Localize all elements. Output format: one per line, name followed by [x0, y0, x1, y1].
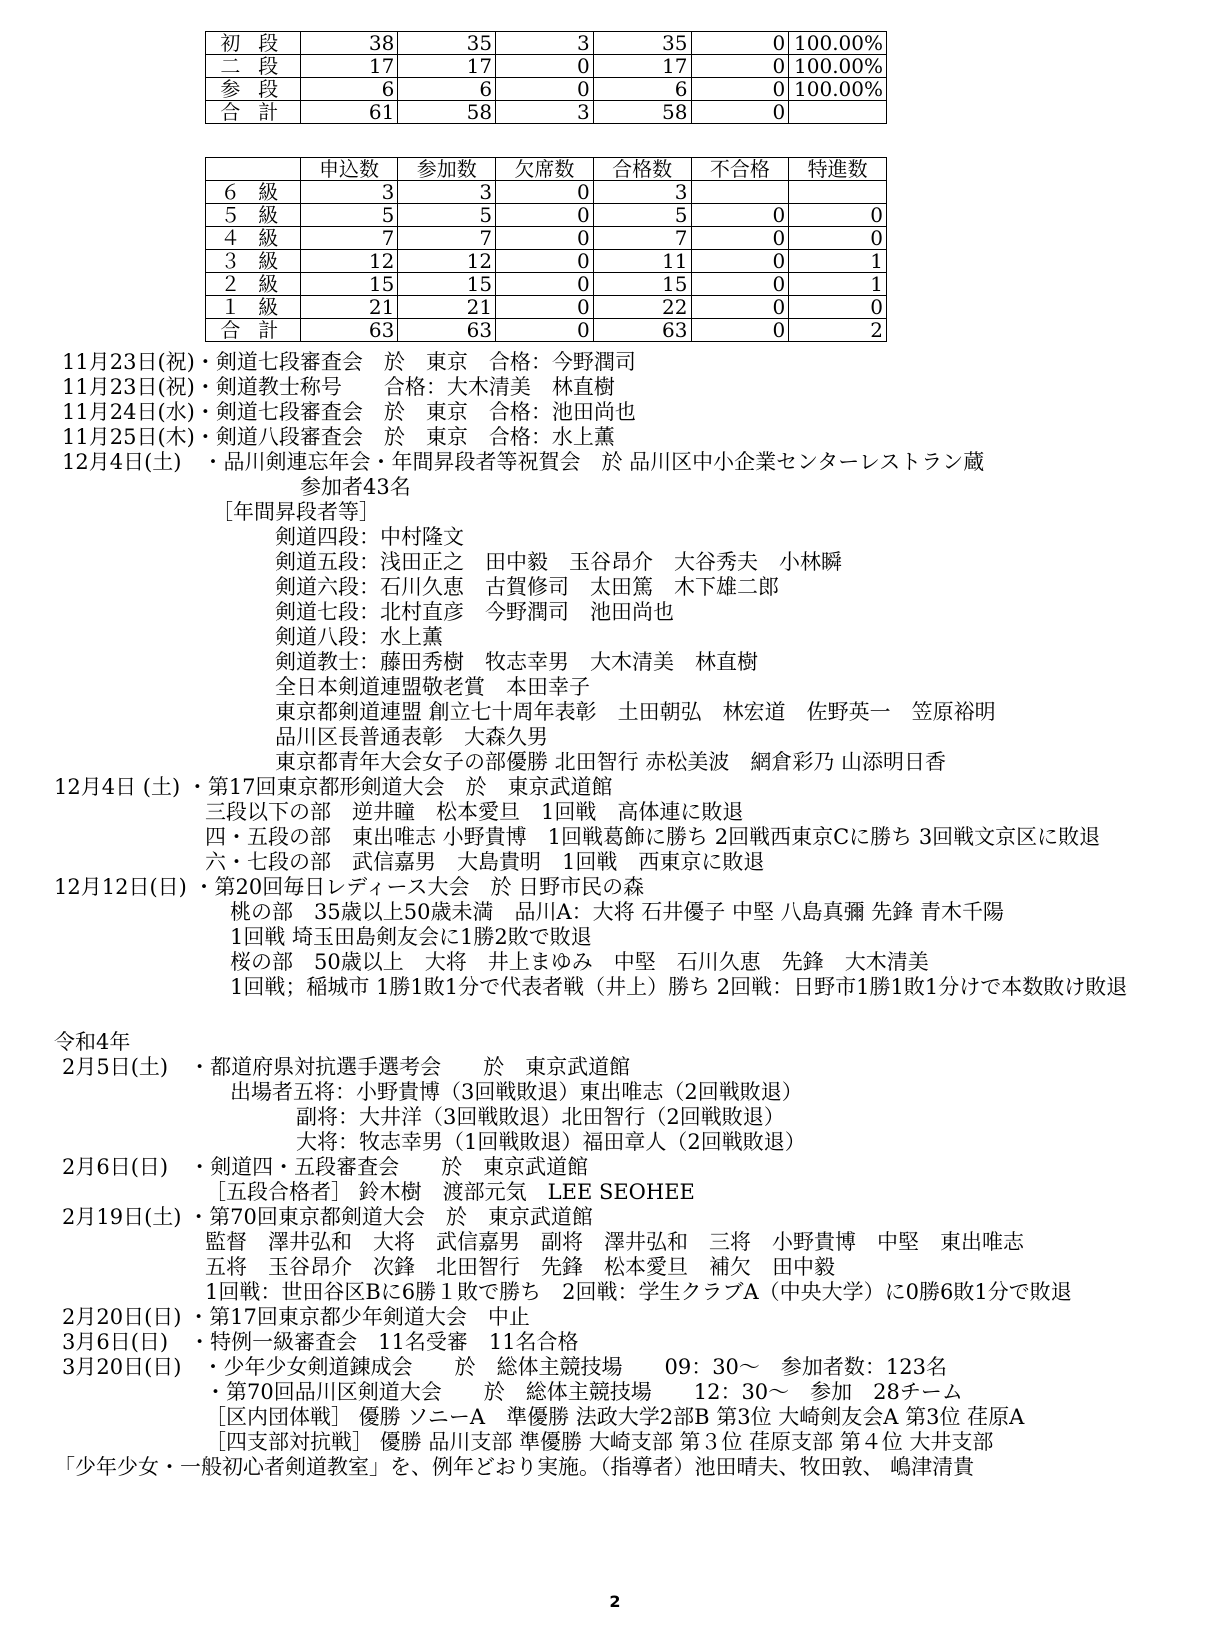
- table-cell: 15: [300, 273, 398, 296]
- table-cell: 35: [398, 32, 496, 55]
- table-cell: 7: [593, 227, 691, 250]
- row-label: 二段: [206, 55, 301, 78]
- table-cell: 0: [496, 319, 594, 342]
- table-row: [206, 250, 887, 273]
- table-cell: 0: [691, 296, 789, 319]
- row-label: ６級: [206, 181, 301, 204]
- table-cell: 7: [300, 227, 398, 250]
- table-cell: 0: [496, 250, 594, 273]
- event-line: 1回戦 埼玉田島剣友会に1勝2敗で敗退: [230, 925, 592, 949]
- row-label: １級: [206, 296, 301, 319]
- row-label: 合計: [206, 319, 301, 342]
- table-cell: 3: [496, 101, 594, 124]
- event-line: 東京都青年大会女子の部優勝 北田智行 赤松美波 網倉彩乃 山添明日香: [275, 750, 947, 774]
- table-cell: 21: [300, 296, 398, 319]
- table-cell: 0: [496, 78, 594, 101]
- table-cell: 0: [496, 204, 594, 227]
- event-line: 六・七段の部 武信嘉男 大島貴明 1回戦 西東京に敗退: [205, 850, 765, 874]
- column-header: 申込数: [300, 158, 398, 181]
- table-cell: 0: [691, 319, 789, 342]
- event-line: ［四支部対抗戦］ 優勝 品川支部 準優勝 大崎支部 第３位 荏原支部 第４位 大井支部: [205, 1430, 994, 1454]
- event-line: 桃の部 35歳以上50歳未満 品川A：大将 石井優子 中堅 八島真彌 先鋒 青木千陽: [230, 900, 1004, 924]
- event-line: 11月24日(水)・剣道七段審査会 於 東京 合格：池田尚也: [62, 400, 636, 424]
- table-cell: 0: [496, 55, 594, 78]
- event-line: ［区内団体戦］ 優勝 ソニーA 準優勝 法政大学2部B 第3位 大崎剣友会A 第3位 荏原A: [205, 1405, 1025, 1429]
- table-row: [206, 319, 887, 342]
- event-line: 東京都剣道連盟 創立七十周年表彰 土田朝弘 林宏道 佐野英一 笠原裕明: [275, 700, 996, 724]
- table-cell: 58: [593, 101, 691, 124]
- row-label: 合計: [206, 101, 301, 124]
- event-line: 品川区長普通表彰 大森久男: [275, 725, 548, 749]
- page-number: 2: [609, 1592, 621, 1611]
- event-line: 3月20日(日) ・少年少女剣道錬成会 於 総体主競技場 09：30～ 参加者数：123名: [62, 1355, 947, 1379]
- row-label: ３級: [206, 250, 301, 273]
- table-cell: 15: [593, 273, 691, 296]
- event-line: 剣道六段：石川久恵 古賀修司 太田篤 木下雄二郎: [275, 575, 779, 599]
- table-cell: 6: [593, 78, 691, 101]
- event-line: 12月12日(日) ・第20回毎日レディース大会 於 日野市民の森: [54, 875, 645, 899]
- table-cell: 6: [300, 78, 398, 101]
- column-header: 合格数: [593, 158, 691, 181]
- table-cell: 0: [496, 273, 594, 296]
- table-cell: 5: [398, 204, 496, 227]
- kyu-results-table: [205, 157, 887, 342]
- table-row: [206, 78, 887, 101]
- table-cell: 5: [300, 204, 398, 227]
- table-cell: 100.00%: [789, 55, 887, 78]
- event-line: 三段以下の部 逆井瞳 松本愛旦 1回戦 高体連に敗退: [205, 800, 744, 824]
- table-cell: 17: [593, 55, 691, 78]
- table-cell: 12: [398, 250, 496, 273]
- row-label: 初段: [206, 32, 301, 55]
- event-line: 出場者五将：小野貴博（3回戦敗退）東出唯志（2回戦敗退）: [230, 1080, 803, 1104]
- table-cell: 0: [691, 101, 789, 124]
- table-cell: 58: [398, 101, 496, 124]
- table-cell: 15: [398, 273, 496, 296]
- table-cell: 0: [691, 32, 789, 55]
- table-cell: 0: [496, 181, 594, 204]
- event-line: 「少年少女・一般初心者剣道教室」を、例年どおり実施。（指導者）池田晴夫、牧田敦、 嶋津清貴: [54, 1455, 975, 1479]
- event-line: 3月6日(日) ・特例一級審査会 11名受審 11名合格: [62, 1330, 579, 1354]
- table-row: [206, 32, 887, 55]
- table-cell: 12: [300, 250, 398, 273]
- event-line: 剣道八段：水上薫: [275, 625, 443, 649]
- table-cell: 0: [789, 227, 887, 250]
- table-cell: [691, 181, 789, 204]
- table-cell: 0: [496, 227, 594, 250]
- table-row: [206, 204, 887, 227]
- event-line: 1回戦；稲城市 1勝1敗1分で代表者戦（井上）勝ち 2回戦：日野市1勝1敗1分けで本数敗け敗退: [230, 975, 1128, 999]
- table-cell: 0: [496, 296, 594, 319]
- table-cell: 11: [593, 250, 691, 273]
- column-header: [206, 158, 301, 181]
- event-line: 剣道教士：藤田秀樹 牧志幸男 大木清美 林直樹: [275, 650, 758, 674]
- table-cell: 61: [300, 101, 398, 124]
- event-line: 参加者43名: [300, 475, 411, 499]
- table-cell: 3: [300, 181, 398, 204]
- event-line: 2月19日(土) ・第70回東京都剣道大会 於 東京武道館: [62, 1205, 593, 1229]
- table-cell: 0: [789, 204, 887, 227]
- table-cell: 63: [300, 319, 398, 342]
- year-heading: 令和4年: [54, 1030, 131, 1054]
- table-cell: 22: [593, 296, 691, 319]
- table-cell: 100.00%: [789, 78, 887, 101]
- event-line: 桜の部 50歳以上 大将 井上まゆみ 中堅 石川久恵 先鋒 大木清美: [230, 950, 929, 974]
- table-cell: 3: [496, 32, 594, 55]
- row-label: ５級: [206, 204, 301, 227]
- column-header: 欠席数: [496, 158, 594, 181]
- event-line: 副将：大井洋（3回戦敗退）北田智行（2回戦敗退）: [296, 1105, 785, 1129]
- event-line: ［年間昇段者等］: [212, 500, 380, 524]
- event-line: 剣道四段：中村隆文: [275, 525, 464, 549]
- dan-results-table: [205, 31, 887, 124]
- event-line: 11月23日(祝)・剣道教士称号 合格：大木清美 林直樹: [62, 375, 615, 399]
- table-cell: 0: [691, 227, 789, 250]
- table-cell: 63: [398, 319, 496, 342]
- table-cell: 17: [300, 55, 398, 78]
- row-label: ２級: [206, 273, 301, 296]
- table-cell: 21: [398, 296, 496, 319]
- table-cell: 38: [300, 32, 398, 55]
- event-line: 五将 玉谷昂介 次鋒 北田智行 先鋒 松本愛旦 補欠 田中毅: [205, 1255, 835, 1279]
- table-cell: 0: [691, 55, 789, 78]
- table-cell: 0: [789, 296, 887, 319]
- table-cell: 1: [789, 250, 887, 273]
- table-header-row: [206, 158, 887, 181]
- event-line: ・第70回品川区剣道大会 於 総体主競技場 12：30～ 参加 28チーム: [205, 1380, 963, 1404]
- event-line: 剣道七段：北村直彦 今野潤司 池田尚也: [275, 600, 674, 624]
- table-cell: 63: [593, 319, 691, 342]
- table-row: [206, 227, 887, 250]
- table-cell: 100.00%: [789, 32, 887, 55]
- column-header: 参加数: [398, 158, 496, 181]
- table-cell: 6: [398, 78, 496, 101]
- table-cell: 7: [398, 227, 496, 250]
- row-label: ４級: [206, 227, 301, 250]
- table-cell: 2: [789, 319, 887, 342]
- table-row: [206, 296, 887, 319]
- table-cell: 5: [593, 204, 691, 227]
- table-cell: [789, 101, 887, 124]
- event-line: 12月4日 (土) ・第17回東京都形剣道大会 於 東京武道館: [54, 775, 613, 799]
- column-header: 不合格: [691, 158, 789, 181]
- table-cell: 3: [398, 181, 496, 204]
- event-line: 全日本剣道連盟敬老賞 本田幸子: [275, 675, 590, 699]
- table-row: [206, 181, 887, 204]
- table-cell: 0: [691, 273, 789, 296]
- table-row: [206, 101, 887, 124]
- event-line: ［五段合格者］ 鈴木樹 渡部元気 LEE SEOHEE: [205, 1180, 695, 1204]
- table-cell: 1: [789, 273, 887, 296]
- event-line: 2月5日(土) ・都道府県対抗選手選考会 於 東京武道館: [62, 1055, 631, 1079]
- table-row: [206, 273, 887, 296]
- event-line: 四・五段の部 東出唯志 小野貴博 1回戦葛飾に勝ち 2回戦西東京Cに勝ち 3回戦文京区に敗退: [205, 825, 1101, 849]
- event-line: 大将：牧志幸男（1回戦敗退）福田章人（2回戦敗退）: [296, 1130, 806, 1154]
- event-line: 2月6日(日) ・剣道四・五段審査会 於 東京武道館: [62, 1155, 589, 1179]
- event-line: 監督 澤井弘和 大将 武信嘉男 副将 澤井弘和 三将 小野貴博 中堅 東出唯志: [205, 1230, 1024, 1254]
- table-cell: 0: [691, 78, 789, 101]
- table-cell: 35: [593, 32, 691, 55]
- event-line: 剣道五段：浅田正之 田中毅 玉谷昂介 大谷秀夫 小林瞬: [275, 550, 842, 574]
- event-line: 12月4日(土) ・品川剣連忘年会・年間昇段者等祝賀会 於 品川区中小企業センターレストラン蔵: [62, 450, 985, 474]
- event-line: 11月25日(木)・剣道八段審査会 於 東京 合格：水上薫: [62, 425, 615, 449]
- event-line: 11月23日(祝)・剣道七段審査会 於 東京 合格：今野潤司: [62, 350, 636, 374]
- table-cell: 0: [691, 250, 789, 273]
- table-cell: 0: [691, 204, 789, 227]
- row-label: 参段: [206, 78, 301, 101]
- table-row: [206, 55, 887, 78]
- column-header: 特進数: [789, 158, 887, 181]
- table-cell: [789, 181, 887, 204]
- event-line: 2月20日(日) ・第17回東京都少年剣道大会 中止: [62, 1305, 530, 1329]
- event-line: 1回戦：世田谷区Bに6勝１敗で勝ち 2回戦：学生クラブA（中央大学）に0勝6敗1分で敗退: [205, 1280, 1072, 1304]
- table-cell: 17: [398, 55, 496, 78]
- table-cell: 3: [593, 181, 691, 204]
